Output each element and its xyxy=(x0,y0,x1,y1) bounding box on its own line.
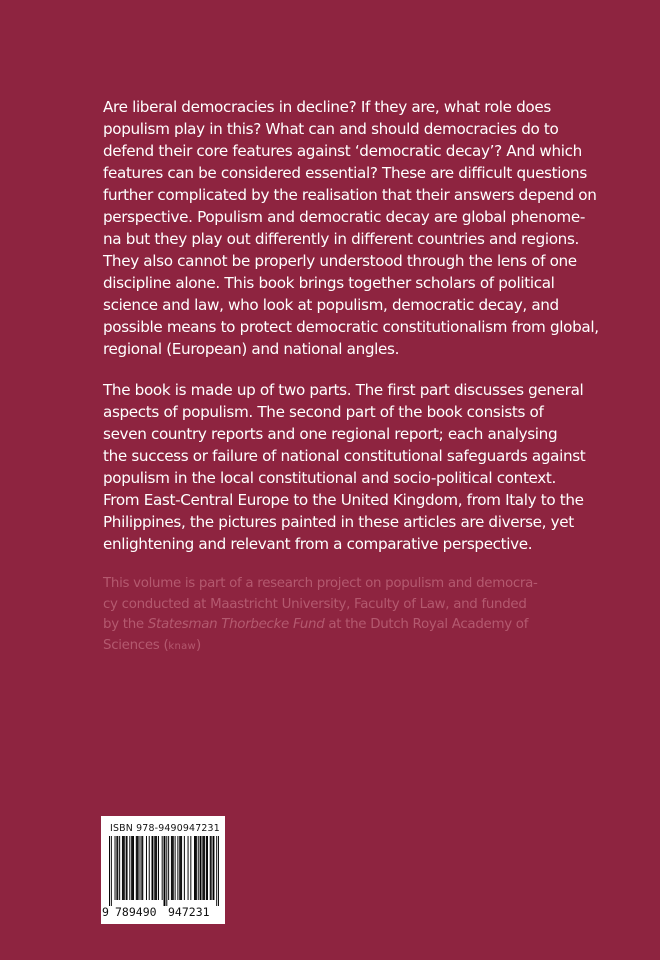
barcode-bar xyxy=(177,836,178,900)
barcode-bar xyxy=(136,836,137,900)
barcode-bar xyxy=(152,836,153,900)
funding-note xyxy=(103,574,573,657)
barcode-bar xyxy=(173,836,174,900)
text-line: perspective. Populism and democratic decay are global phenome- xyxy=(103,208,585,226)
barcode-bar xyxy=(140,836,141,900)
barcode-bar xyxy=(146,836,147,900)
barcode-bar xyxy=(198,836,199,900)
text-line: defend their core features against ‘democratic decay’? And which xyxy=(103,142,582,160)
text-line: science and law, who look at populism, democratic decay, and xyxy=(103,296,559,314)
text-line: possible means to protect democratic constitutionalism from global, xyxy=(103,318,599,336)
knaw-abbreviation: knaw xyxy=(168,640,197,652)
text-line: They also cannot be properly understood through the lens of one xyxy=(103,252,577,270)
barcode-bar xyxy=(149,836,150,900)
barcode-bar xyxy=(181,836,182,900)
isbn-label: ISBN 978-9490947231 xyxy=(110,823,220,834)
text-line: cy conducted at Maastricht University, Faculty of Law, and funded xyxy=(103,596,527,612)
barcode-bar xyxy=(213,836,214,900)
isbn-barcode xyxy=(101,816,225,924)
barcode-bar xyxy=(138,836,139,900)
barcode-bar xyxy=(115,836,116,900)
barcode-bar xyxy=(207,836,208,900)
blurb xyxy=(103,96,599,657)
fund-name: Statesman Thorbecke Fund xyxy=(147,617,325,632)
text-line: features can be considered essential? These are difficult questions xyxy=(103,164,587,182)
barcode-bars xyxy=(109,836,219,906)
barcode-bar xyxy=(164,836,165,906)
barcode-bar xyxy=(210,836,211,900)
barcode-bar xyxy=(137,836,138,900)
barcode-bar xyxy=(117,836,118,900)
barcode-bar xyxy=(132,836,133,900)
barcode-bar xyxy=(123,836,124,900)
text-line: further complicated by the realisation that their answers depend on xyxy=(103,186,597,204)
barcode-bar xyxy=(127,836,128,900)
barcode-bar xyxy=(201,836,202,900)
barcode-bar xyxy=(122,836,123,900)
barcode-bar xyxy=(195,836,196,900)
text-line: The book is made up of two parts. The first part discusses general xyxy=(103,381,584,399)
barcode-bar xyxy=(126,836,127,900)
barcode-bar xyxy=(216,836,217,906)
barcode-bar xyxy=(142,836,143,900)
barcode-bar xyxy=(200,836,201,900)
barcode-bar xyxy=(129,836,130,900)
barcode-bar xyxy=(109,836,110,906)
barcode-bar xyxy=(158,836,159,900)
barcode-bar xyxy=(206,836,207,900)
barcode-bar xyxy=(164,836,165,906)
barcode-bar xyxy=(171,836,172,900)
barcode-bar xyxy=(172,836,173,900)
barcode-bar xyxy=(162,836,163,900)
barcode-bar xyxy=(166,836,167,906)
barcode-bar xyxy=(204,836,205,900)
barcode-bar xyxy=(168,836,169,900)
blurb-paragraph-2 xyxy=(103,379,586,555)
barcode-bar xyxy=(133,836,134,900)
barcode-bar xyxy=(175,836,176,900)
text-line: populism in the local constitutional and socio-political context. xyxy=(103,469,556,487)
text-line: aspects of populism. The second part of the book consists of xyxy=(103,403,544,421)
barcode-bar xyxy=(179,836,180,900)
text-line: From East-Central Europe to the United Kingdom, from Italy to the xyxy=(103,491,584,509)
barcode-bar xyxy=(111,836,112,906)
text-line xyxy=(103,636,573,658)
text-line: Philippines, the pictures painted in these articles are diverse, yet xyxy=(103,513,574,531)
barcode-bar xyxy=(184,836,185,900)
barcode-bar xyxy=(202,836,203,900)
barcode-bar xyxy=(203,836,204,900)
note-text: Sciences ( xyxy=(103,637,169,653)
barcode-bar xyxy=(141,836,142,900)
text-line: populism play in this? What can and should democracies do to xyxy=(103,120,559,138)
text-line: the success or failure of national constitutional safeguards against xyxy=(103,447,586,465)
barcode-bar xyxy=(218,836,219,906)
note-text: by the xyxy=(103,617,148,632)
barcode-bar xyxy=(116,836,117,900)
blurb-paragraph-1 xyxy=(103,96,599,360)
note-text: at the Dutch Royal Academy of xyxy=(324,617,529,632)
barcode-bar xyxy=(190,836,191,900)
barcode-bar xyxy=(154,836,155,900)
text-line: This volume is part of a research project on populism and democra- xyxy=(103,576,538,591)
text-line: enlightening and relevant from a comparative perspective. xyxy=(103,535,533,553)
text-line: seven country reports and one regional report; each analysing xyxy=(103,425,558,443)
barcode-first-digit: 9 xyxy=(102,905,109,919)
barcode-bar xyxy=(196,836,197,900)
barcode-bar xyxy=(188,836,189,900)
barcode-bar xyxy=(180,836,181,900)
text-line xyxy=(103,615,573,636)
barcode-bar xyxy=(194,836,195,900)
text-line: regional (European) and national angles. xyxy=(103,340,400,358)
barcode-bar xyxy=(155,836,156,900)
barcode-left-digits: 789490 xyxy=(115,905,157,919)
barcode-bar xyxy=(119,836,120,900)
barcode-bar xyxy=(124,836,125,900)
text-line: na but they play out differently in different countries and regions. xyxy=(103,230,580,248)
barcode-bar xyxy=(152,836,153,900)
text-line: discipline alone. This book brings together scholars of political xyxy=(103,274,555,292)
barcode-digits xyxy=(101,905,225,920)
barcode-bar xyxy=(131,836,132,900)
barcode-right-digits: 947231 xyxy=(168,905,210,919)
barcode-bar xyxy=(156,836,157,900)
barcode-bar xyxy=(211,836,212,900)
text-line: Are liberal democracies in decline? If they are, what role does xyxy=(103,98,551,116)
barcode-bar xyxy=(213,836,214,900)
note-text: ) xyxy=(196,637,201,653)
